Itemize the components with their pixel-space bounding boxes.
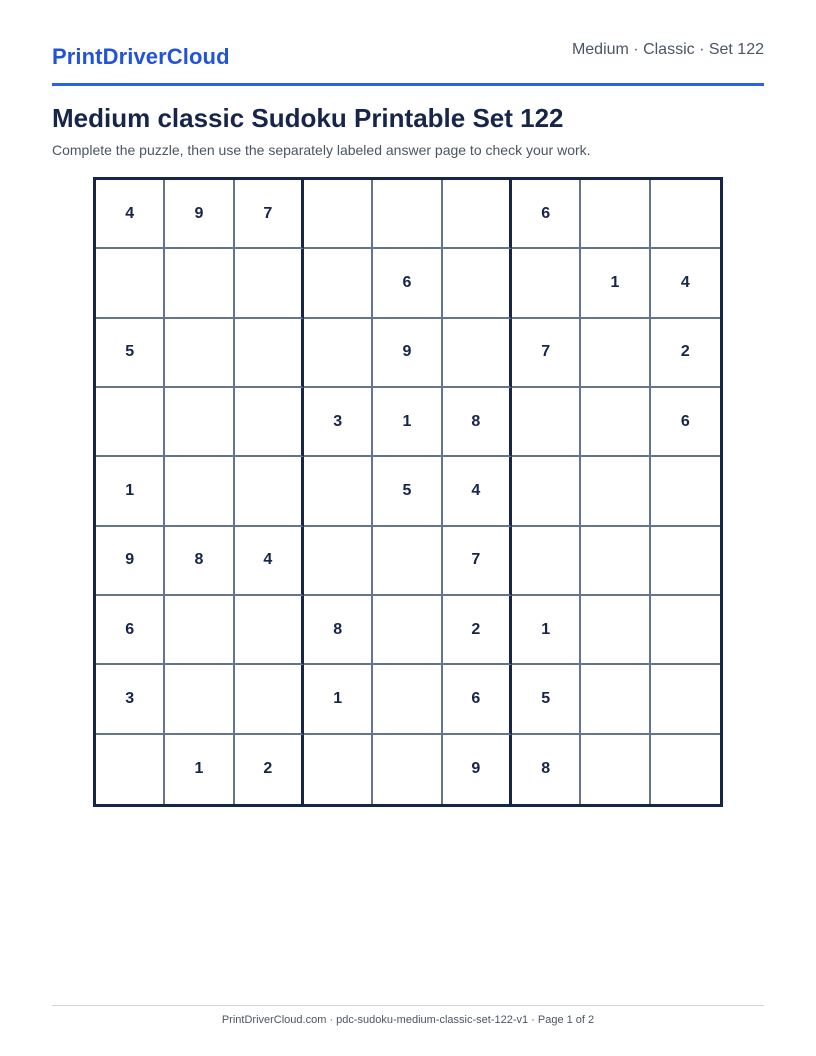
sudoku-cell-empty	[512, 457, 581, 526]
sudoku-cell-given: 5	[96, 319, 165, 388]
sudoku-cell-empty	[235, 665, 304, 734]
sudoku-cell-given: 8	[165, 527, 234, 596]
sudoku-cell-empty	[443, 180, 512, 249]
page-header	[52, 0, 764, 86]
sudoku-cell-empty	[304, 180, 373, 249]
page-footer: PrintDriverCloud.com · pdc-sudoku-medium-classic-set-122-v1 · Page 1 of 2	[221, 1014, 595, 1026]
sudoku-cell-given: 3	[96, 665, 165, 734]
sudoku-cell-empty	[373, 527, 442, 596]
sudoku-cell-given: 4	[443, 457, 512, 526]
sudoku-cell-empty	[304, 527, 373, 596]
sudoku-cell-empty	[165, 249, 234, 318]
sudoku-cell-given: 1	[96, 457, 165, 526]
sudoku-cell-empty	[581, 457, 650, 526]
sudoku-cell-given: 5	[373, 457, 442, 526]
sudoku-cell-empty	[96, 388, 165, 457]
sudoku-cell-given: 5	[512, 665, 581, 734]
sudoku-cell-empty	[373, 180, 442, 249]
sudoku-cell-empty	[651, 180, 720, 249]
sudoku-cell-empty	[165, 665, 234, 734]
sudoku-cell-empty	[651, 665, 720, 734]
sudoku-cell-empty	[581, 735, 650, 804]
sudoku-cell-given: 6	[96, 596, 165, 665]
brand-logo[interactable]: PrintDriverCloud	[52, 44, 230, 69]
sudoku-cell-empty	[373, 665, 442, 734]
sudoku-cell-empty	[165, 457, 234, 526]
sudoku-cell-given: 1	[165, 735, 234, 804]
sudoku-cell-empty	[235, 457, 304, 526]
sudoku-cell-empty	[512, 249, 581, 318]
sudoku-cell-given: 2	[235, 735, 304, 804]
footer-divider	[52, 1005, 764, 1006]
sudoku-cell-empty	[651, 457, 720, 526]
sudoku-cell-empty	[96, 249, 165, 318]
sudoku-board	[93, 177, 723, 807]
sudoku-cell-given: 2	[443, 596, 512, 665]
sudoku-cell-given: 4	[651, 249, 720, 318]
sudoku-cell-given: 1	[373, 388, 442, 457]
sudoku-cell-given: 7	[443, 527, 512, 596]
sudoku-cell-empty	[235, 249, 304, 318]
sudoku-cell-given: 7	[235, 180, 304, 249]
sudoku-cell-given: 7	[512, 319, 581, 388]
sudoku-cell-given: 8	[443, 388, 512, 457]
sudoku-cell-empty	[651, 596, 720, 665]
sudoku-cell-given: 6	[651, 388, 720, 457]
sudoku-cell-empty	[651, 527, 720, 596]
sudoku-cell-empty	[512, 388, 581, 457]
sudoku-cell-empty	[581, 665, 650, 734]
sudoku-cell-empty	[581, 527, 650, 596]
sudoku-cell-given: 1	[512, 596, 581, 665]
sudoku-cell-empty	[304, 457, 373, 526]
sudoku-cell-given: 6	[373, 249, 442, 318]
sudoku-cell-empty	[96, 735, 165, 804]
sudoku-cell-given: 9	[165, 180, 234, 249]
sudoku-cell-empty	[304, 249, 373, 318]
sudoku-cell-given: 1	[304, 665, 373, 734]
sudoku-cell-given: 3	[304, 388, 373, 457]
sudoku-cell-empty	[235, 319, 304, 388]
sudoku-cell-given: 4	[96, 180, 165, 249]
sudoku-cell-given: 8	[512, 735, 581, 804]
sudoku-cell-empty	[165, 319, 234, 388]
sudoku-cell-empty	[512, 527, 581, 596]
sudoku-cell-empty	[304, 735, 373, 804]
sudoku-cell-given: 9	[443, 735, 512, 804]
sudoku-cell-empty	[373, 596, 442, 665]
sudoku-cell-given: 2	[651, 319, 720, 388]
sudoku-cell-empty	[373, 735, 442, 804]
sudoku-cell-given: 6	[443, 665, 512, 734]
sudoku-cell-empty	[651, 735, 720, 804]
sudoku-cell-empty	[581, 180, 650, 249]
sudoku-cell-given: 1	[581, 249, 650, 318]
sudoku-cell-empty	[165, 388, 234, 457]
sudoku-cell-empty	[443, 249, 512, 318]
sudoku-cell-given: 9	[373, 319, 442, 388]
sudoku-cell-empty	[581, 319, 650, 388]
sudoku-cell-given: 4	[235, 527, 304, 596]
sudoku-cell-empty	[581, 596, 650, 665]
sudoku-cell-empty	[443, 319, 512, 388]
sudoku-cell-empty	[235, 596, 304, 665]
sudoku-cell-empty	[304, 319, 373, 388]
sudoku-cell-given: 9	[96, 527, 165, 596]
sudoku-cell-empty	[581, 388, 650, 457]
sudoku-cell-empty	[235, 388, 304, 457]
page-title: Medium classic Sudoku Printable Set 122	[52, 103, 564, 133]
sudoku-cell-given: 8	[304, 596, 373, 665]
sudoku-cell-given: 6	[512, 180, 581, 249]
page-subtitle: Complete the puzzle, then use the separately labeled answer page to check your work.	[52, 142, 591, 158]
sudoku-cell-empty	[165, 596, 234, 665]
puzzle-meta: Medium · Classic · Set 122	[571, 41, 764, 58]
